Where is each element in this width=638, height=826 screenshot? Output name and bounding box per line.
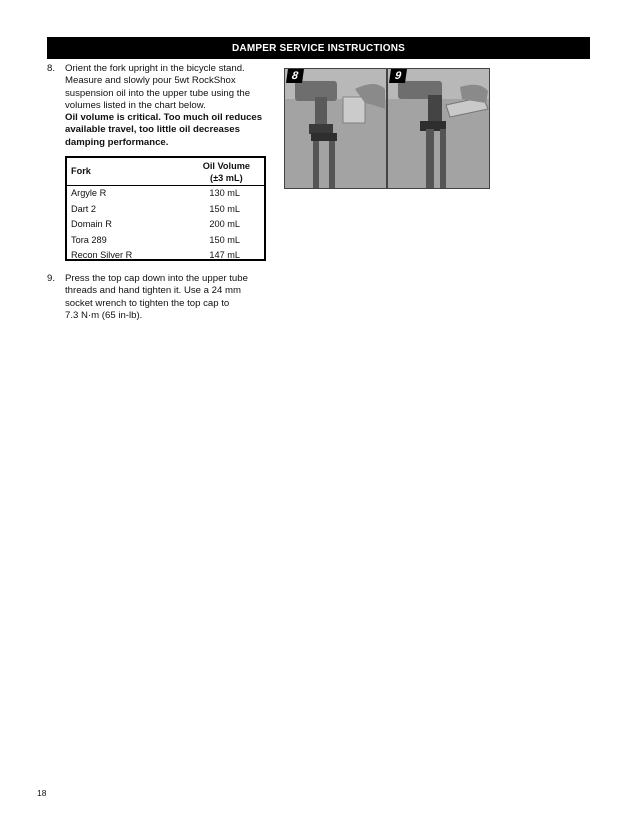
fork-name: Argyle R xyxy=(71,188,107,198)
step-line: Press the top cap down into the upper tube xyxy=(65,273,248,284)
top-cap-tighten-illustration xyxy=(388,69,490,189)
header-volume-line2: (±3 mL) xyxy=(210,173,243,183)
table-row xyxy=(67,202,264,218)
warning-line: Oil volume is critical. Too much oil reduces xyxy=(65,112,263,124)
figure-9-label: 9 xyxy=(389,69,407,83)
step-line: suspension oil into the upper tube using the xyxy=(65,87,251,99)
oil-volume: 130 mL xyxy=(209,188,240,198)
step-text xyxy=(65,273,270,322)
step-9 xyxy=(47,273,277,328)
step-number: 9. xyxy=(47,273,56,284)
step-line: 7.3 N·m (65 in-lb). xyxy=(65,309,143,321)
step-text xyxy=(65,63,270,149)
step-line: socket wrench to tighten the top cap to xyxy=(65,297,230,309)
oil-volume: 150 mL xyxy=(209,234,240,245)
fork-name: Domain R xyxy=(71,219,112,229)
oil-volume-table xyxy=(65,156,266,261)
table-header-row xyxy=(67,158,264,186)
warning-line: available travel, too little oil decreases xyxy=(65,124,240,136)
oil-volume: 150 mL xyxy=(209,203,240,214)
page-number: 18 xyxy=(37,788,47,798)
table-row xyxy=(67,233,264,249)
step-line: Measure and slowly pour 5wt RockShox xyxy=(65,75,236,87)
figure-8-photo xyxy=(284,68,387,189)
section-title: DAMPER SERVICE INSTRUCTIONS xyxy=(231,42,405,54)
fork-oil-pour-illustration xyxy=(285,69,387,189)
oil-volume: 200 mL xyxy=(209,219,240,229)
figure-9-photo xyxy=(387,68,490,189)
step-number: 8. xyxy=(47,63,56,74)
step-line: threads and hand tighten it. Use a 24 mm xyxy=(65,285,241,297)
header-oil-volume xyxy=(203,160,250,184)
table-row xyxy=(67,248,264,264)
step-line: Orient the fork upright in the bicycle stand. xyxy=(65,63,245,74)
warning-line: damping performance. xyxy=(65,136,169,148)
oil-volume: 147 mL xyxy=(209,250,240,260)
header-fork: Fork xyxy=(71,166,91,176)
fork-name: Tora 289 xyxy=(71,234,107,245)
step-line: volumes listed in the chart below. xyxy=(65,99,206,111)
table-row xyxy=(67,217,264,233)
table-row xyxy=(67,186,264,202)
header-volume-line1: Oil Volume xyxy=(202,161,250,171)
fork-name: Dart 2 xyxy=(71,203,97,214)
step-8 xyxy=(47,63,277,153)
fork-name: Recon Silver R xyxy=(71,250,133,260)
section-header xyxy=(47,37,590,59)
figure-8-label: 8 xyxy=(286,69,304,83)
